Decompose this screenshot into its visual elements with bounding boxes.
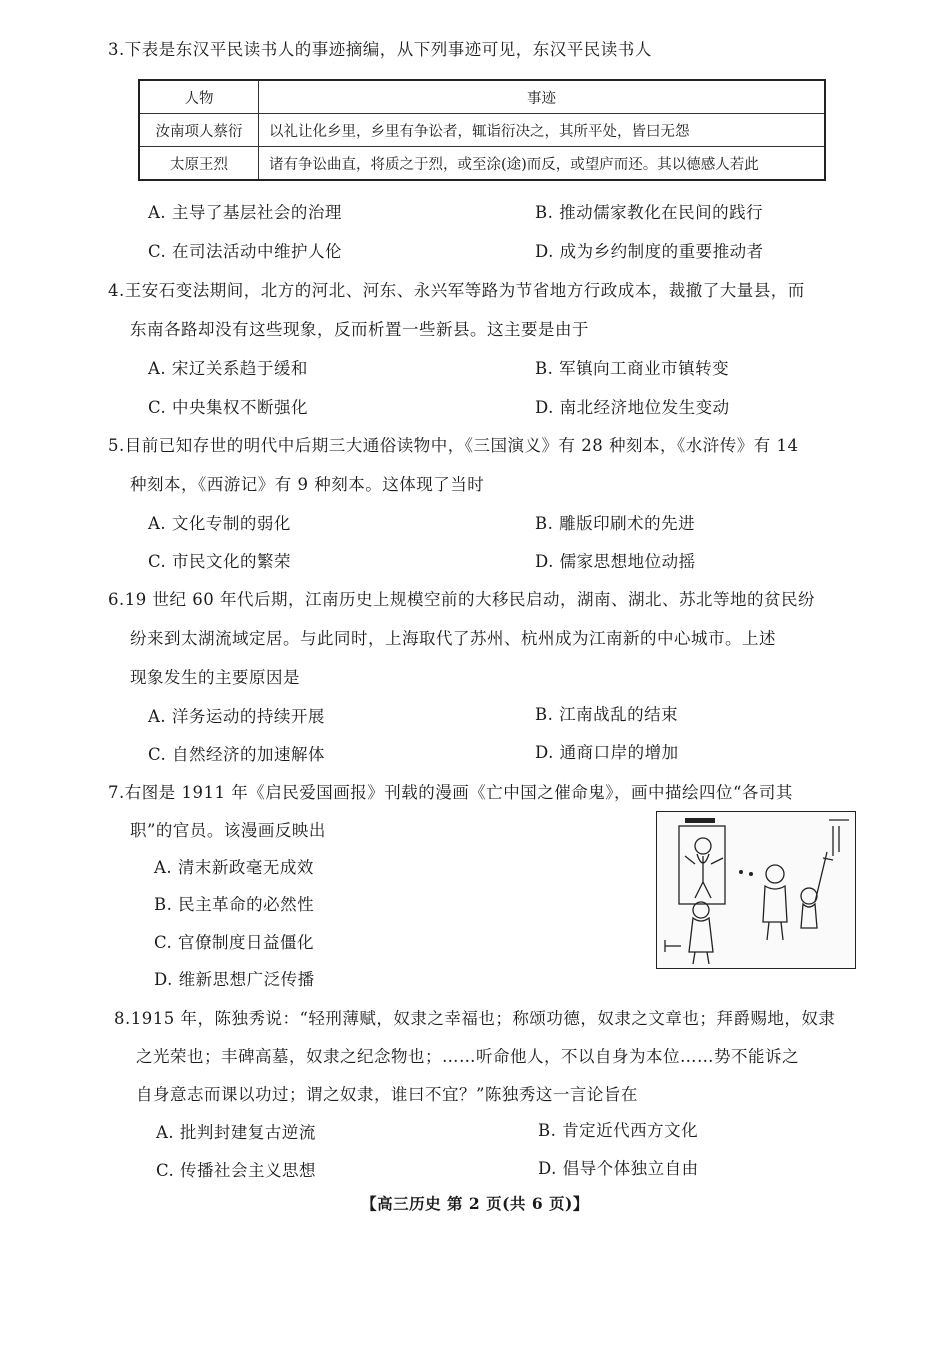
q8-option-b[interactable]: B. 肯定近代西方文化 [538, 1121, 699, 1140]
q3-option-d[interactable]: D. 成为乡约制度的重要推动者 [535, 242, 764, 261]
q6-stem-line3: 现象发生的主要原因是 [130, 668, 300, 687]
q6-stem-line1: 6.19 世纪 60 年代后期，江南历史上规模空前的大移民启动，湖南、湖北、苏北等地的贫民纷 [108, 590, 815, 609]
q8-option-c[interactable]: C. 传播社会主义思想 [156, 1161, 317, 1180]
q3-option-b[interactable]: B. 推动儒家教化在民间的践行 [535, 203, 764, 222]
table-header-row [139, 80, 825, 114]
q5-option-d[interactable]: D. 儒家思想地位动摇 [535, 552, 696, 571]
q8-stem-line3: 自身意志而课以功过；谓之奴隶，谁曰不宜？”陈独秀这一言论旨在 [136, 1085, 638, 1104]
q8-option-a[interactable]: A. 批判封建复古逆流 [156, 1123, 316, 1142]
q6-stem-line2: 纷来到太湖流域定居。与此同时，上海取代了苏州、杭州成为江南新的中心城市。上述 [130, 629, 776, 648]
q4-option-a[interactable]: A. 宋辽关系趋于缓和 [148, 359, 308, 378]
q5-option-a[interactable]: A. 文化专制的弱化 [148, 514, 291, 533]
q6-option-a[interactable]: A. 洋务运动的持续开展 [148, 707, 325, 726]
q4-option-c[interactable]: C. 中央集权不断强化 [148, 398, 309, 417]
q8-option-d[interactable]: D. 倡导个体独立自由 [538, 1159, 699, 1178]
q7-stem-line1: 7.右图是 1911 年《启民爱国画报》刊载的漫画《亡中国之催命鬼》，画中描绘四位“各司其 [108, 783, 793, 802]
q7-stem-line2: 职”的官员。该漫画反映出 [130, 821, 326, 840]
table-cell-deeds: 以礼让化乡里，乡里有争讼者，辄诣衍决之，其所平处，皆曰无怨 [259, 114, 826, 147]
table-header-person: 人物 [139, 80, 259, 114]
q7-option-b[interactable]: B. 民主革命的必然性 [154, 895, 315, 914]
q3-option-a[interactable]: A. 主导了基层社会的治理 [148, 203, 342, 222]
q6-option-c[interactable]: C. 自然经济的加速解体 [148, 745, 326, 764]
table-row [139, 147, 825, 181]
q5-stem-line2: 种刻本，《西游记》有 9 种刻本。这体现了当时 [130, 475, 485, 494]
q3-stem: 3.下表是东汉平民读书人的事迹摘编，从下列事迹可见，东汉平民读书人 [108, 40, 652, 59]
q6-option-b[interactable]: B. 江南战乱的结束 [535, 705, 679, 724]
q5-option-b[interactable]: B. 雕版印刷术的先进 [535, 514, 696, 533]
table-row [139, 114, 825, 147]
q5-stem-line1: 5.目前已知存世的明代中后期三大通俗读物中，《三国演义》有 28 种刻本，《水浒传》有 14 [108, 436, 799, 455]
q4-stem-line1: 4.王安石变法期间，北方的河北、河东、永兴军等路为节省地方行政成本，裁撤了大量县，而 [108, 281, 805, 300]
q4-option-b[interactable]: B. 军镇向工商业市镇转变 [535, 359, 730, 378]
q8-stem-line1: 8.1915 年，陈独秀说：“轻刑薄赋，奴隶之幸福也；称颂功德，奴隶之文章也；拜爵赐地，奴隶 [114, 1009, 836, 1028]
page-footer: 【高三历史 第 2 页(共 6 页)】 [361, 1194, 589, 1213]
q8-stem-line2: 之光荣也；丰碑高墓，奴隶之纪念物也；……听命他人，不以自身为本位……势不能诉之 [136, 1047, 799, 1066]
q7-option-d[interactable]: D. 维新思想广泛传播 [154, 970, 315, 989]
q5-option-c[interactable]: C. 市民文化的繁荣 [148, 552, 292, 571]
table-cell-deeds: 诸有争讼曲直，将质之于烈，或至涂(途)而反，或望庐而还。其以德感人若此 [259, 147, 826, 181]
q3-option-c[interactable]: C. 在司法活动中维护人伦 [148, 242, 343, 261]
q7-option-a[interactable]: A. 清末新政毫无成效 [154, 858, 314, 877]
q4-stem-line2: 东南各路却没有这些现象，反而析置一些新县。这主要是由于 [130, 320, 589, 339]
table-cell-person: 汝南项人蔡衍 [139, 114, 259, 147]
q3-table [138, 79, 826, 181]
q4-option-d[interactable]: D. 南北经济地位发生变动 [535, 398, 730, 417]
table-header-deeds: 事迹 [259, 80, 826, 114]
q6-option-d[interactable]: D. 通商口岸的增加 [535, 743, 679, 762]
cartoon-image [656, 811, 856, 969]
q7-option-c[interactable]: C. 官僚制度日益僵化 [154, 933, 315, 952]
cartoon-drawing [657, 812, 855, 968]
table-cell-person: 太原王烈 [139, 147, 259, 181]
